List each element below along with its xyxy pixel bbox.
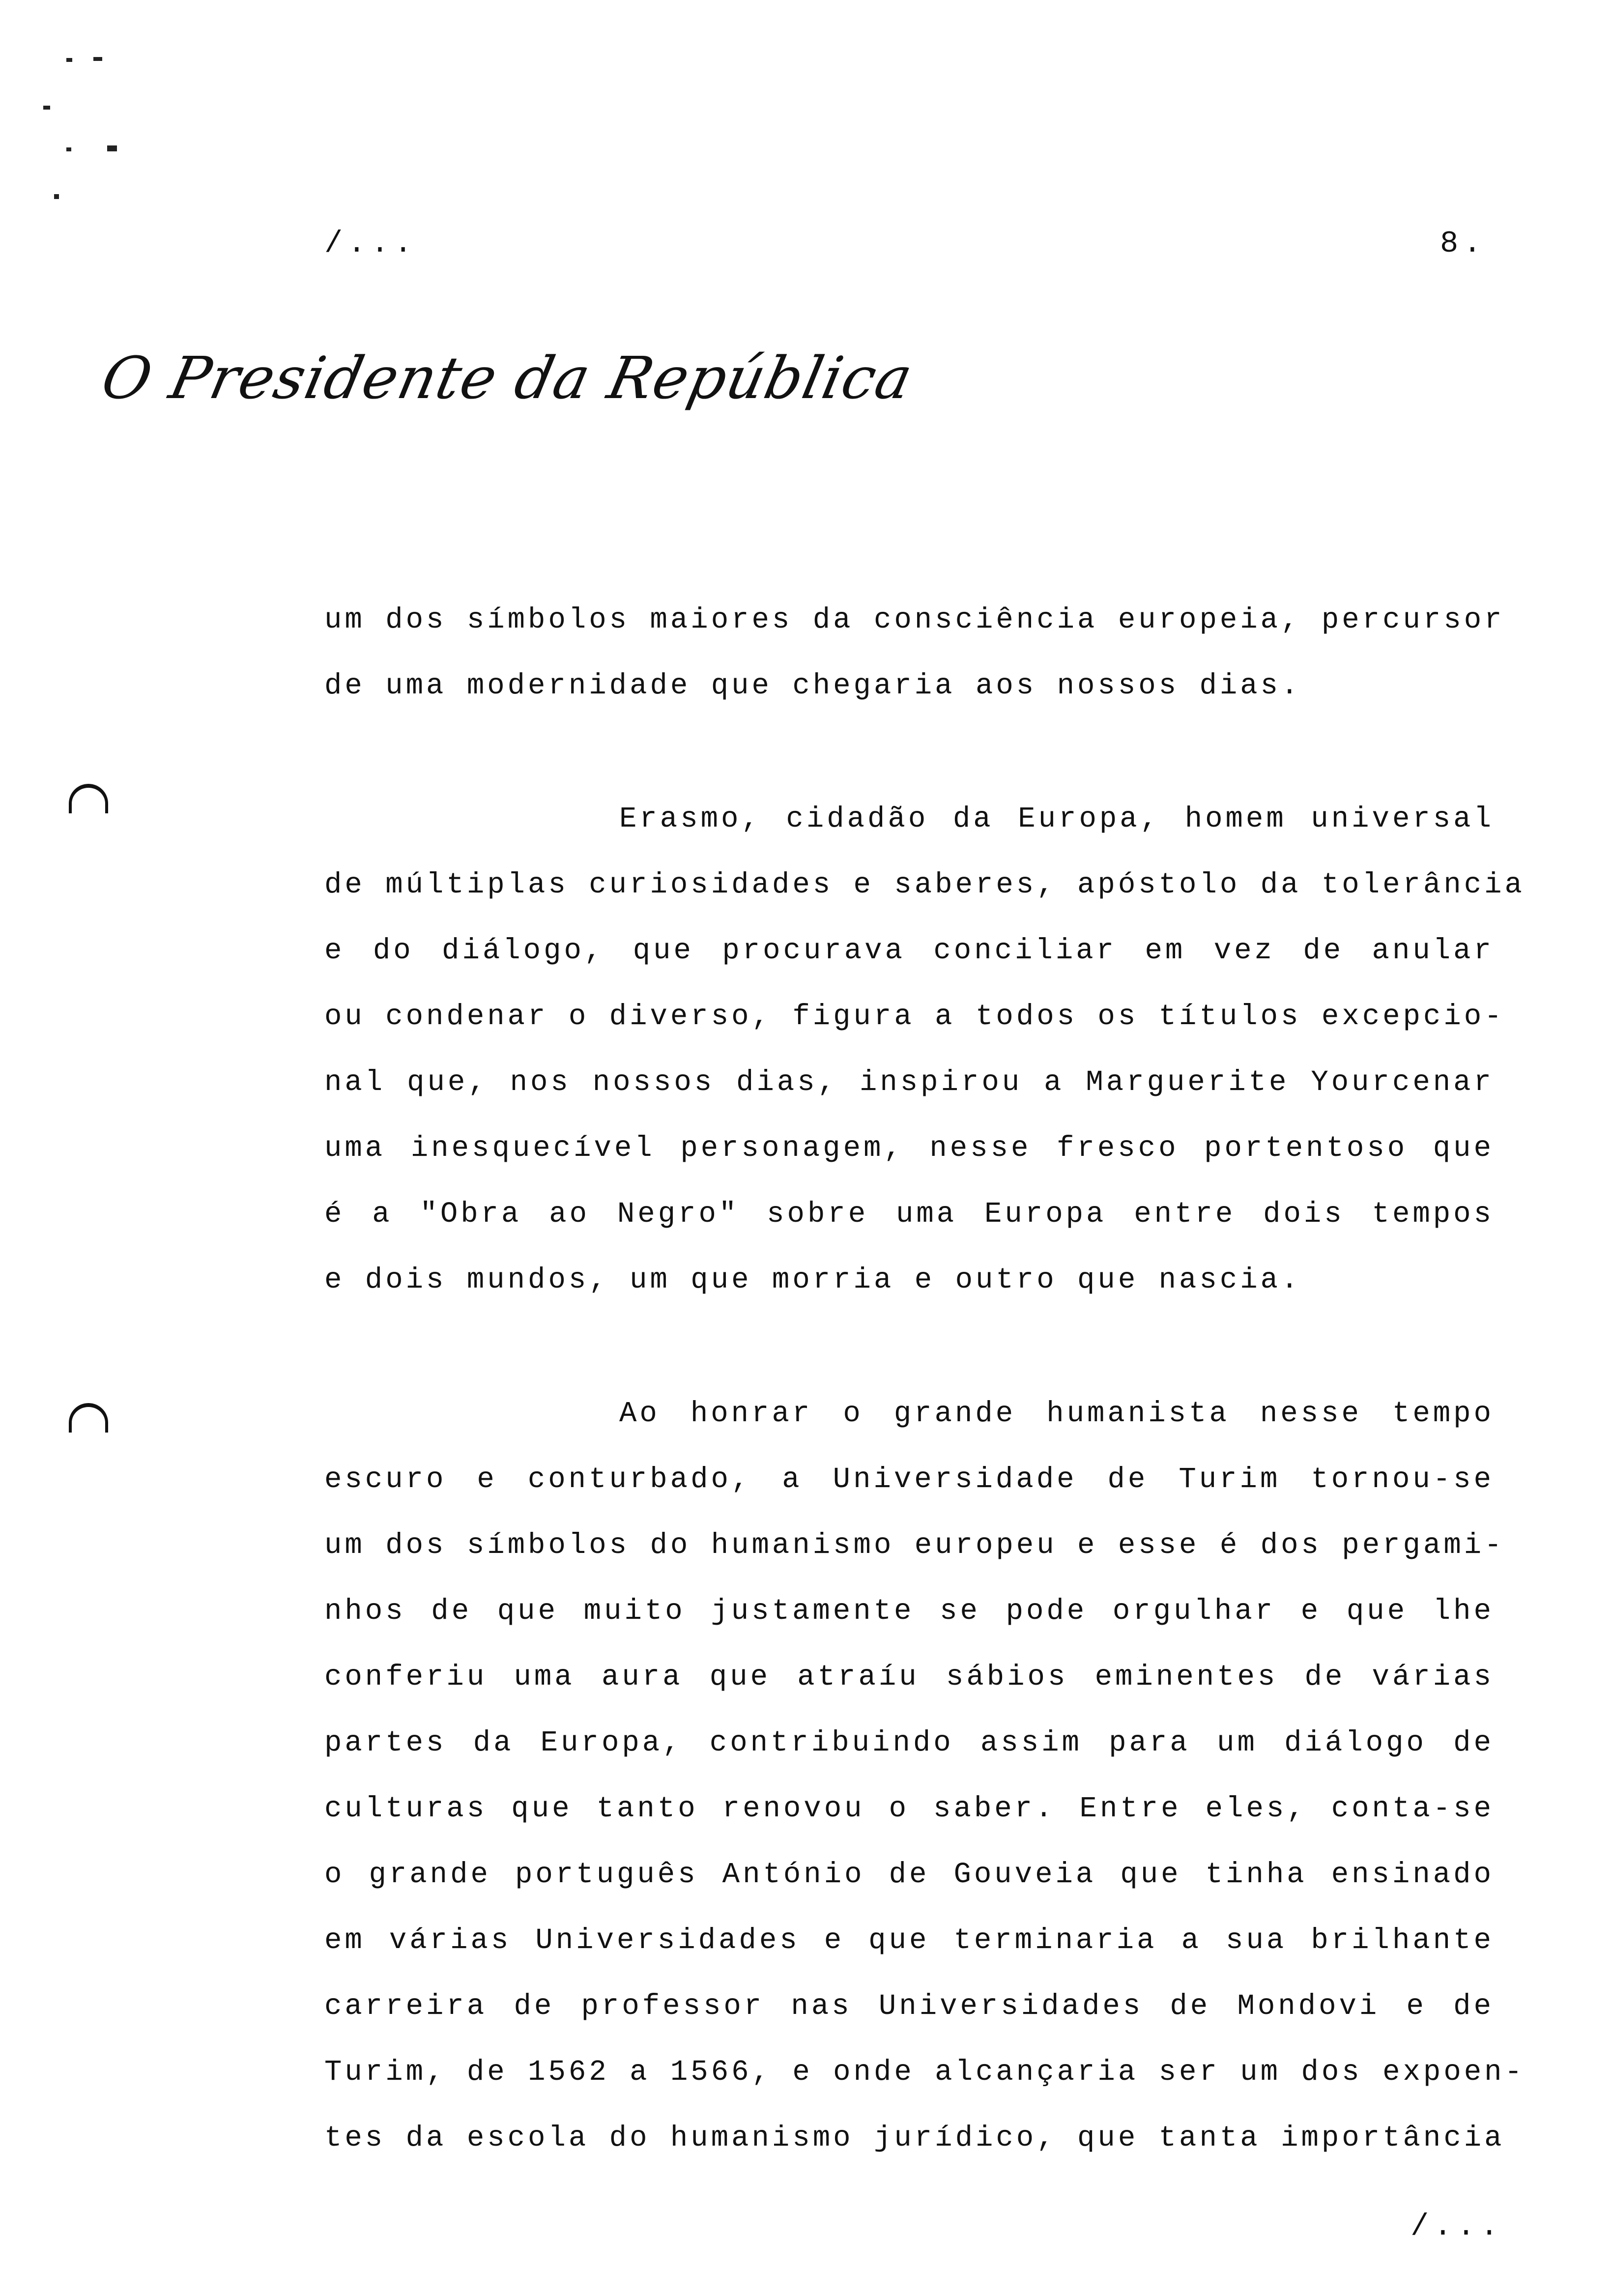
text-line: escuro e conturbado, a Universidade de Turim tornou-se bbox=[324, 1463, 1494, 1496]
text-line: Ao honrar o grande humanista nesse tempo bbox=[619, 1397, 1494, 1430]
paragraph-1 bbox=[324, 587, 1505, 719]
text-line: de uma modernidade que chegaria aos nossos dias. bbox=[324, 669, 1301, 702]
text-line: Turim, de 1562 a 1566, e onde alcançaria ser um dos expoen- bbox=[324, 2056, 1525, 2089]
text-line: e dois mundos, um que morria e outro que nascia. bbox=[324, 1263, 1301, 1296]
text-line: de múltiplas curiosidades e saberes, apóstolo da tolerância bbox=[324, 868, 1525, 901]
margin-bracket-mark bbox=[69, 1403, 108, 1433]
text-line: nhos de que muito justamente se pode orgulhar e que lhe bbox=[324, 1595, 1494, 1628]
scan-mark bbox=[107, 145, 117, 151]
scan-mark bbox=[43, 106, 50, 110]
text-line: o grande português António de Gouveia que tinha ensinado bbox=[324, 1858, 1494, 1891]
scan-mark bbox=[66, 58, 72, 62]
text-line: conferiu uma aura que atraíu sábios eminentes de várias bbox=[324, 1661, 1494, 1693]
text-line: carreira de professor nas Universidades de Mondovi e de bbox=[324, 1990, 1494, 2023]
text-line: é a "Obra ao Negro" sobre uma Europa entre dois tempos bbox=[324, 1198, 1494, 1231]
text-line: um dos símbolos maiores da consciência europeia, percursor bbox=[324, 603, 1505, 636]
text-line: uma inesquecível personagem, nesse fresco portentoso que bbox=[324, 1132, 1494, 1165]
letterhead-title: O Presidente da República bbox=[96, 344, 920, 412]
text-line: Erasmo, cidadão da Europa, homem universal bbox=[619, 803, 1494, 835]
scan-mark bbox=[54, 194, 59, 199]
text-line: partes da Europa, contribuindo assim para um diálogo de bbox=[324, 1726, 1494, 1759]
paragraph-3 bbox=[324, 1381, 1525, 2171]
footer-continuation-mark: /... bbox=[1410, 2209, 1503, 2244]
text-line: tes da escola do humanismo jurídico, que tanta importância bbox=[324, 2122, 1505, 2154]
margin-bracket-mark bbox=[69, 784, 108, 813]
text-line: e do diálogo, que procurava conciliar em vez de anular bbox=[324, 934, 1494, 967]
text-line: culturas que tanto renovou o saber. Entre eles, conta-se bbox=[324, 1792, 1494, 1825]
text-line: em várias Universidades e que terminaria a sua brilhante bbox=[324, 1924, 1494, 1957]
text-line: ou condenar o diverso, figura a todos os títulos excepcio- bbox=[324, 1000, 1505, 1033]
header-continuation-mark: /... bbox=[324, 226, 417, 261]
paragraph-2 bbox=[324, 786, 1525, 1313]
page-number: 8. bbox=[1440, 226, 1487, 261]
text-line: nal que, nos nossos dias, inspirou a Marguerite Yourcenar bbox=[324, 1066, 1494, 1099]
scan-mark bbox=[66, 147, 71, 151]
scan-mark bbox=[93, 57, 102, 61]
text-line: um dos símbolos do humanismo europeu e esse é dos pergami- bbox=[324, 1529, 1505, 1562]
